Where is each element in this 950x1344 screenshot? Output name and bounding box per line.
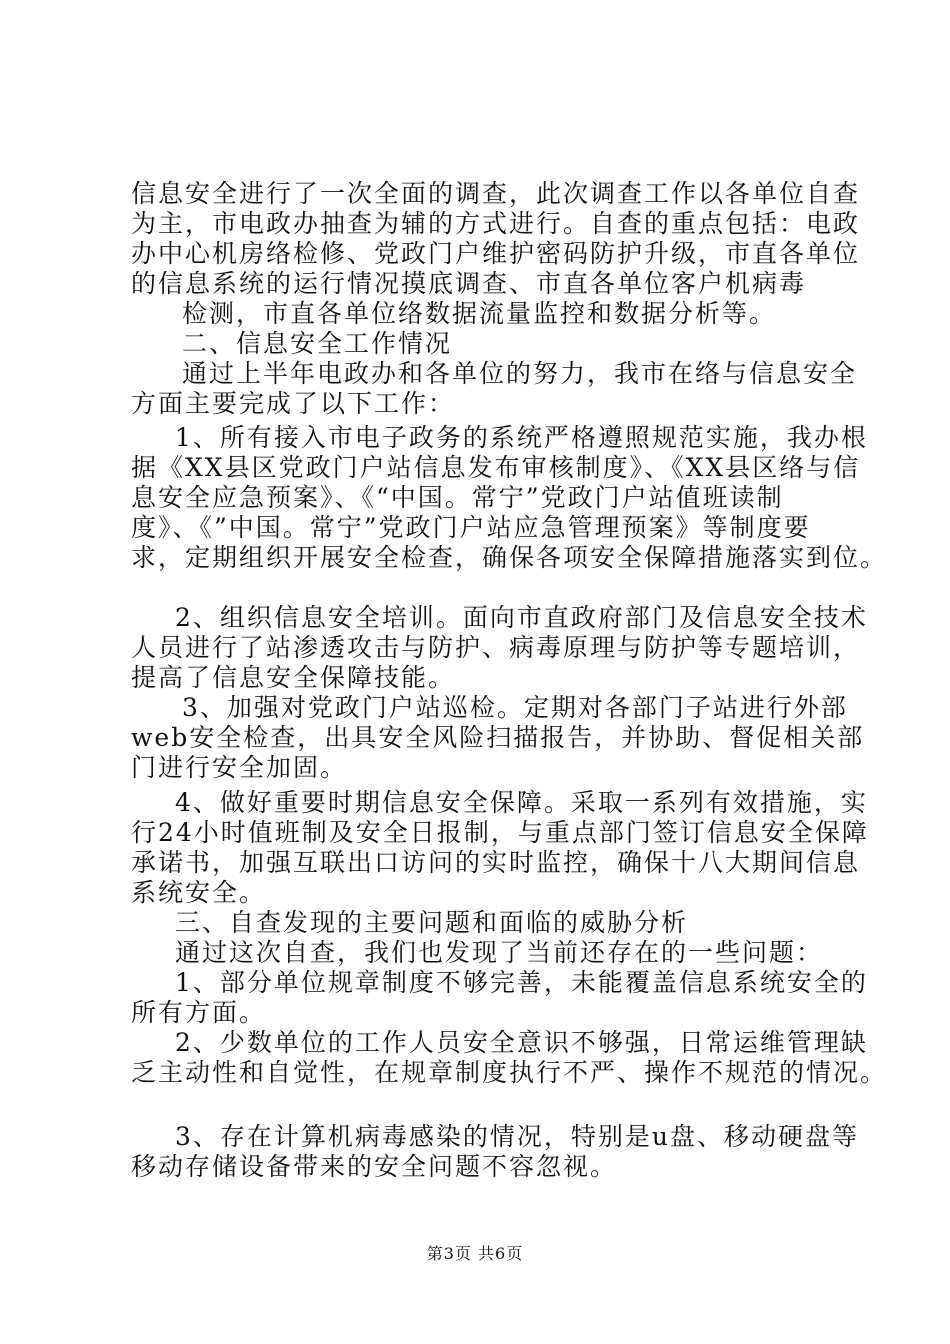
page-number-footer: 第3页 共6页: [426, 1244, 524, 1263]
body-text-line: 检测，市直各单位络数据流量监控和数据分析等。: [182, 299, 777, 328]
body-text-line: 所有方面。: [131, 998, 267, 1027]
body-text-line: 信息安全进行了一次全面的调查，此次调查工作以各单位自查: [131, 179, 861, 208]
body-text-line: 2、组织信息安全培训。面向市直政府部门及信息安全技术: [175, 603, 868, 632]
body-text-line: 度》、《”中国。常宁”党政门户站应急管理预案》等制度要: [131, 513, 811, 542]
section-heading: 三、自查发现的主要问题和面临的威胁分析: [175, 908, 689, 937]
body-text-line: 通过上半年电政办和各单位的努力，我市在络与信息安全: [182, 359, 858, 388]
body-text-line: 行24小时值班制及安全日报制，与重点部门签订信息安全保障: [131, 818, 869, 847]
section-heading: 二、信息安全工作情况: [182, 329, 453, 358]
body-text-line: 为主，市电政办抽查为辅的方式进行。自查的重点包括：电政: [131, 209, 861, 238]
body-text-line: 提高了信息安全保障技能。: [131, 663, 456, 692]
body-text-line: 3、存在计算机病毒感染的情况，特别是u盘、移动硬盘等: [175, 1122, 860, 1151]
body-text-line: 系统安全。: [131, 878, 267, 907]
body-text-line: 通过这次自查，我们也发现了当前还存在的一些问题：: [175, 938, 824, 967]
body-text-line: 4、做好重要时期信息安全保障。采取一系列有效措施，实: [175, 788, 868, 817]
body-text-line: 求，定期组织开展安全检查，确保各项安全保障措施落实到位。: [131, 543, 888, 572]
body-text-line: 的信息系统的运行情况摸底调查、市直各单位客户机病毒: [131, 269, 807, 298]
body-text-line: 1、所有接入市电子政务的系统严格遵照规范实施，我办根: [175, 423, 868, 452]
body-text-line: 承诺书，加强互联出口访问的实时监控，确保十八大期间信息: [131, 848, 861, 877]
body-text-line: 人员进行了站渗透攻击与防护、病毒原理与防护等专题培训，: [131, 633, 861, 662]
body-text-line: 据《XX县区党政门户站信息发布审核制度》、《XX县区络与信: [131, 453, 861, 482]
body-text-line: 2、少数单位的工作人员安全意识不够强，日常运维管理缺: [175, 1028, 868, 1057]
body-text-line: 办中心机房络检修、党政门户维护密码防护升级，市直各单位: [131, 239, 861, 268]
body-text-line: 息安全应急预案》、《“中国。常宁”党政门户站值班读制: [131, 483, 784, 512]
body-text-line: 方面主要完成了以下工作：: [131, 389, 456, 418]
body-text-line: 乏主动性和自觉性，在规章制度执行不严、操作不规范的情况。: [131, 1058, 888, 1087]
body-text-line: web安全检查，出具安全风险扫描报告，并协助、督促相关部: [131, 723, 865, 752]
body-text-line: 移动存储设备带来的安全问题不容忽视。: [131, 1152, 618, 1181]
body-text-line: 1、部分单位规章制度不够完善，未能覆盖信息系统安全的: [175, 968, 868, 997]
body-text-line: 3、加强对党政门户站巡检。定期对各部门子站进行外部: [182, 693, 848, 722]
body-text-line: 门进行安全加固。: [131, 753, 348, 782]
